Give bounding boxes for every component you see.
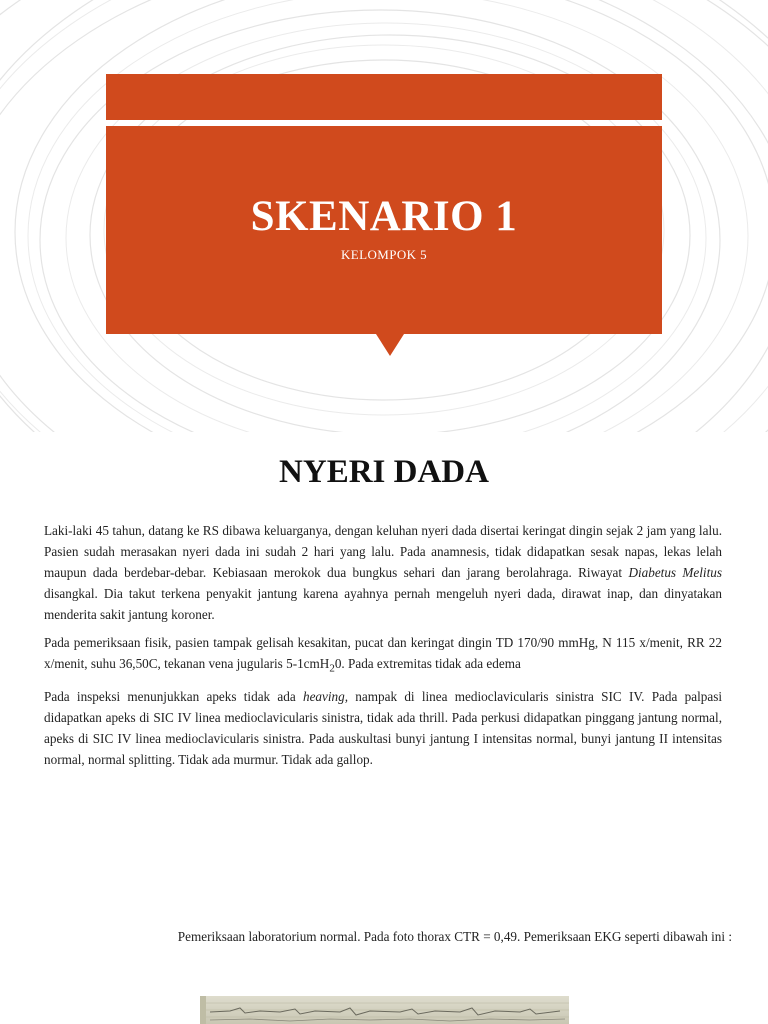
- slide-title: SKENARIO 1: [250, 193, 518, 240]
- ekg-edge: [200, 996, 206, 1024]
- italic-term: heaving,: [302, 689, 349, 704]
- subscript: 2: [329, 662, 335, 675]
- document-title: NYERI DADA: [279, 454, 489, 490]
- ekg-image: [200, 996, 569, 1024]
- ekg-trace-icon: [200, 996, 569, 1024]
- paragraph-text: nampak di linea medioclavicularis sinistra SIC IV. Pada palpasi didapatkan apeks di SIC IV linea medioclavicularis sinistra, tidak ada thrill. Pada perkusi didapatkan pinggang jantung normal, apeks di SIC IV linea medioclavicularis sinistra. Pada auskultasi bunyi jantung I intensitas normal, bunyi jantung II intensitas normal, normal splitting. Tidak ada murmur. Tidak ada gallop.: [44, 689, 722, 767]
- title-slide: [0, 0, 768, 432]
- document-page: [0, 432, 768, 1024]
- italic-term: Diabetus Melitus: [628, 565, 722, 580]
- title-box: [106, 126, 662, 334]
- paragraph-text: Pada pemeriksaan fisik, pasien tampak gelisah kesakitan, pucat dan keringat dingin TD 170/90 mmHg, N 115 x/menit, RR 22 x/menit, suhu 36,50C, tekanan vena jugularis 5-1cmH: [44, 635, 722, 671]
- paragraph-inspection: [44, 686, 722, 770]
- paragraph-text: 0. Pada extremitas tidak ada edema: [334, 656, 521, 671]
- slide-subtitle: KELOMPOK 5: [341, 247, 427, 262]
- paragraph-physical-exam: [44, 632, 722, 680]
- paragraph-text: Laki-laki 45 tahun, datang ke RS dibawa keluarganya, dengan keluhan nyeri dada disertai keringat dingin sejak 2 jam yang lalu. Pasien sudah merasakan nyeri dada ini sudah 2 hari yang lalu. Pada anamnesis, tidak didapatkan sesak napas, lekas lelah maupun dada berdebar-debar. Kebiasaan merokok dua bungkus sehari dan jarang berolahraga. Riwayat: [44, 523, 722, 580]
- title-pointer-arrow: [376, 334, 404, 356]
- paragraph-text: disangkal. Dia takut terkena penyakit jantung karena ayahnya pernah mengeluh nyeri dada, dirawat inap, dan dinyatakan menderita sakit jantung koroner.: [44, 586, 722, 622]
- lab-note: Pemeriksaan laboratorium normal. Pada foto thorax CTR = 0,49. Pemeriksaan EKG seperti dibawah ini :: [177, 929, 732, 944]
- paragraph-text: Pada inspeksi menunjukkan apeks tidak ada: [44, 689, 303, 704]
- header-band: [106, 74, 662, 120]
- paragraph-anamnesis: [44, 520, 722, 625]
